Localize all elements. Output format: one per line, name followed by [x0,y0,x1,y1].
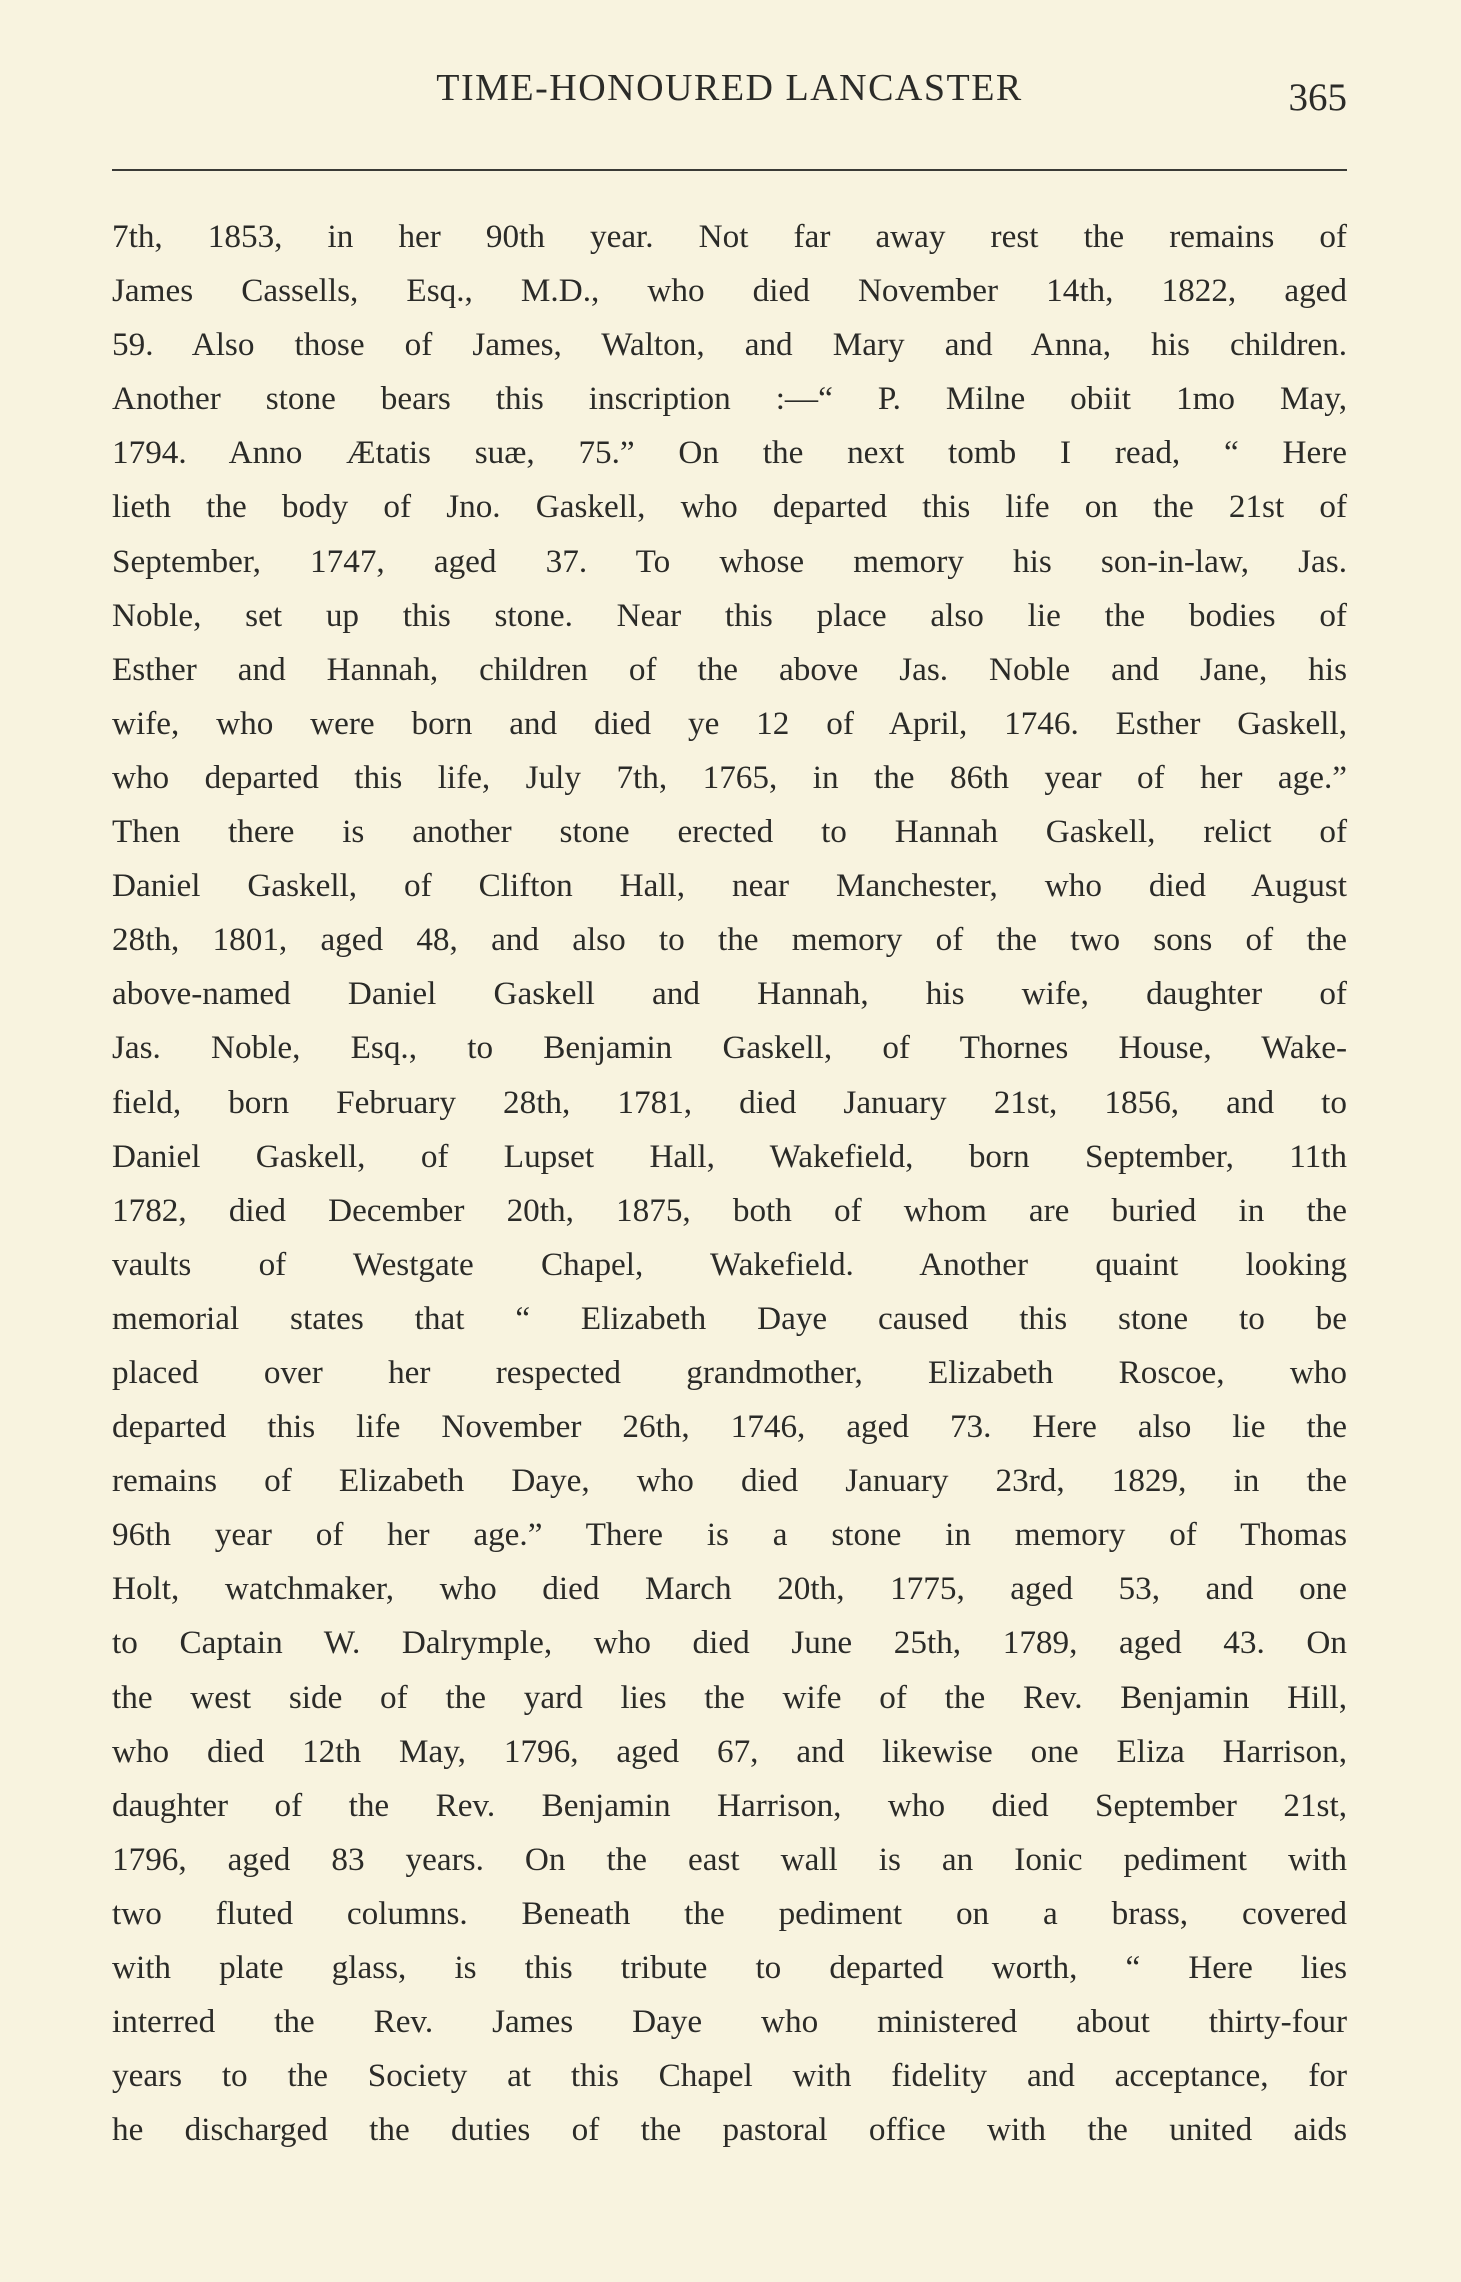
text-line: wife, who were born and died ye 12 of April, 1746. Esther Gaskell, [112,704,1347,742]
text-line: 59. Also those of James, Walton, and Mary and Anna, his children. [112,326,1347,364]
page-number: 365 [1288,76,1347,119]
header-rule [112,169,1347,171]
text-line: who died 12th May, 1796, aged 67, and likewise one Eliza Harrison, [112,1732,1347,1770]
text-line: departed this life November 26th, 1746, aged 73. Here also lie the [112,1408,1347,1446]
text-line: he discharged the duties of the pastoral office with the united aids [112,2111,1347,2149]
text-line: field, born February 28th, 1781, died January 21st, 1856, and to [112,1083,1347,1121]
text-line: two fluted columns. Beneath the pediment on a brass, covered [112,1894,1347,1932]
text-line: who departed this life, July 7th, 1765, in the 86th year of her age.” [112,758,1347,796]
text-line: James Cassells, Esq., M.D., who died November 14th, 1822, aged [112,272,1347,310]
text-line: Another stone bears this inscription :—“ P. Milne obiit 1mo May, [112,380,1347,418]
text-line: to Captain W. Dalrymple, who died June 25th, 1789, aged 43. On [112,1624,1347,1662]
text-line: interred the Rev. James Daye who ministered about thirty-four [112,2003,1347,2041]
running-title: TIME-HONOURED LANCASTER [436,67,1023,109]
text-line: 28th, 1801, aged 48, and also to the memory of the two sons of the [112,921,1347,959]
text-line: September, 1747, aged 37. To whose memory his son-in-law, Jas. [112,542,1347,580]
text-line: Daniel Gaskell, of Clifton Hall, near Manchester, who died August [112,867,1347,905]
body-text [112,210,1347,2157]
text-line: with plate glass, is this tribute to departed worth, “ Here lies [112,1949,1347,1986]
text-line: Noble, set up this stone. Near this place also lie the bodies of [112,596,1347,634]
text-line: Jas. Noble, Esq., to Benjamin Gaskell, of Thornes House, Wake- [112,1029,1347,1067]
text-line: memorial states that “ Elizabeth Daye caused this stone to be [112,1299,1347,1337]
text-line: daughter of the Rev. Benjamin Harrison, who died September 21st, [112,1786,1347,1824]
text-line: 1794. Anno Ætatis suæ, 75.” On the next tomb I read, “ Here [112,434,1347,472]
text-line: 7th, 1853, in her 90th year. Not far away rest the remains of [112,218,1347,255]
text-line: placed over her respected grandmother, Elizabeth Roscoe, who [112,1353,1347,1391]
text-line: Daniel Gaskell, of Lupset Hall, Wakefield, born September, 11th [112,1137,1347,1175]
text-line: vaults of Westgate Chapel, Wakefield. Another quaint looking [112,1245,1347,1283]
text-line: Esther and Hannah, children of the above Jas. Noble and Jane, his [112,650,1347,688]
text-line: remains of Elizabeth Daye, who died January 23rd, 1829, in the [112,1462,1347,1500]
text-line: 96th year of her age.” There is a stone in memory of Thomas [112,1516,1347,1554]
text-line: above-named Daniel Gaskell and Hannah, his wife, daughter of [112,975,1347,1013]
text-line: lieth the body of Jno. Gaskell, who departed this life on the 21st of [112,488,1347,526]
text-line: 1782, died December 20th, 1875, both of whom are buried in the [112,1191,1347,1229]
text-line: Holt, watchmaker, who died March 20th, 1775, aged 53, and one [112,1570,1347,1608]
text-line: 1796, aged 83 years. On the east wall is an Ionic pediment with [112,1840,1347,1878]
text-line: Then there is another stone erected to Hannah Gaskell, relict of [112,813,1347,851]
running-head [112,58,1347,118]
text-line: the west side of the yard lies the wife of the Rev. Benjamin Hill, [112,1678,1347,1716]
text-line: years to the Society at this Chapel with fidelity and acceptance, for [112,2057,1347,2095]
